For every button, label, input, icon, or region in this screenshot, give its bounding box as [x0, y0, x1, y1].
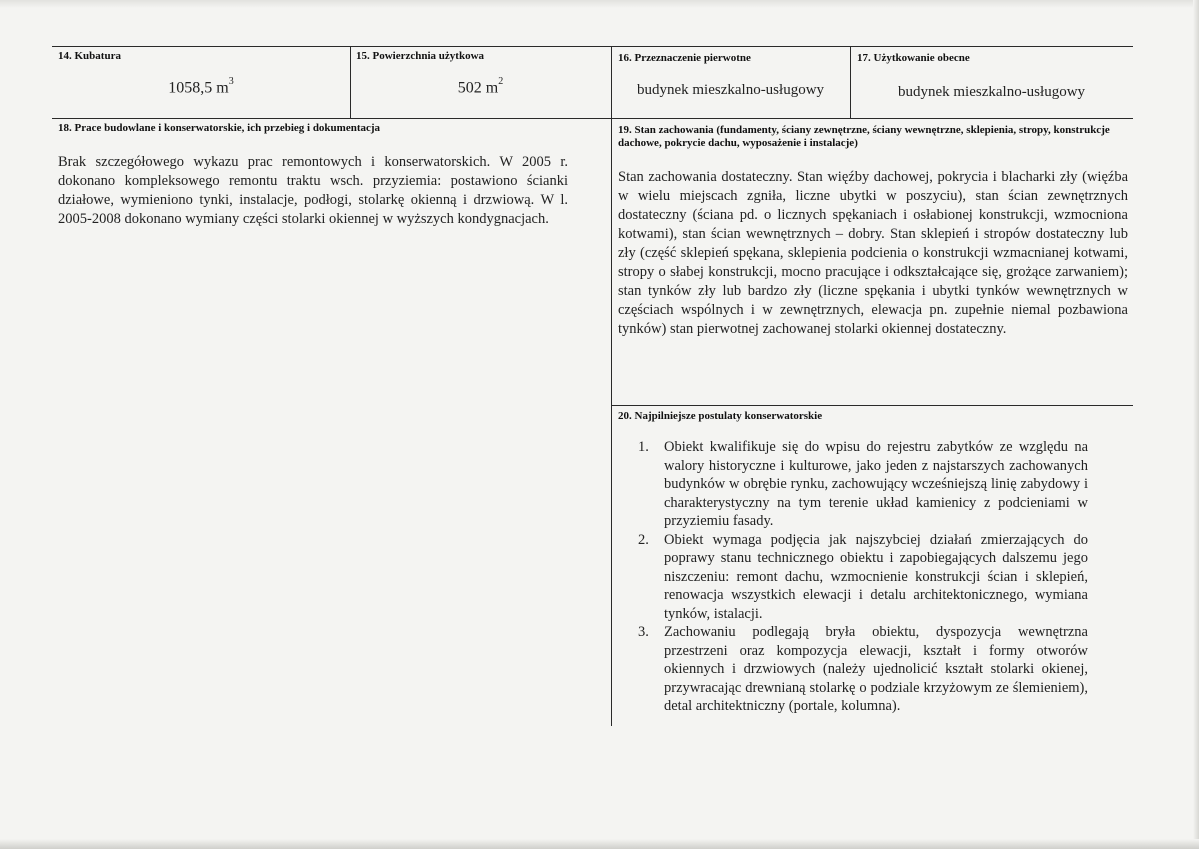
- field-15-header: 15. Powierzchnia użytkowa: [356, 50, 485, 62]
- field-14-header: 14. Kubatura: [58, 50, 121, 62]
- list-item-number: 2.: [638, 531, 649, 548]
- row1-bottom-border: [52, 118, 1133, 119]
- field-19-header: 19. Stan zachowania (fundamenty, ściany zewnętrzne, ściany wewnętrzne, sklepienia, stropy, konstrukcje dachowe, pokrycie dachu, wyposażenie i instalacje): [618, 124, 1110, 149]
- field-17-header: 17. Użytkowanie obecne: [857, 52, 970, 64]
- field-20-header: 20. Najpilniejsze postulaty konserwatorskie: [618, 410, 823, 422]
- scan-edge-right: [1193, 0, 1199, 849]
- box20-top-border: [611, 405, 1133, 406]
- list-item-number: 3.: [638, 624, 649, 640]
- list-item-text: Obiekt wymaga podjęcia jak najszybciej działań zmierzających do poprawy stanu technicznego obiektu i zapobiegających dalszemu jego niszczeniu: remont dachu, wzmocnienie konstrukcji ścian i sklepień, renowacja wszystkich elewacji i detalu architektonicznego, wymiana tynków, istalacji.: [664, 531, 1088, 622]
- list-item: [622, 623, 1088, 716]
- scan-edge-top: [0, 0, 1199, 8]
- field-19-text: Stan zachowania dostateczny. Stan więźby dachowej, pokrycia i blacharki zły (więźba w wielu miejscach zgniła, liczne ubytki w poszyciu), stan ścian zewnętrznych dostateczny (ściana pd. o licznych spękaniach i osłabionej konstrukcji, wzmocniona kotwami), stan ścian wewnętrznych – dobry. Stan sklepień i stropów dostateczny lub zły (część sklepień spękana, sklepienia podcienia o konstrukcji wzmacnianej kotwami, stropy o słabej konstrukcji, mocno pracujące i odkształcające się, grożące zarwaniem); stan tynków zły lub bardzo zły (liczne spękania i ubytki tynków wewnętrznych w częściach wspólnych i w zewnętrznych, elewacja pn. zupełnie niemal pozbawiona tynków) stan pierwotnej zachowanej stolarki okiennej dostateczny.: [618, 169, 1128, 337]
- list-item: [622, 531, 1088, 624]
- list-item-text: Zachowaniu podlegają bryła obiektu, dyspozycja wewnętrzna przestrzeni oraz kompozycja elewacji, kształt i formy otworów okiennych i drzwiowych (należy ujednolicić kształt stolarki okienej, przywracając drewnianą stolarkę o podziale krzyżowym ze ślemieniem), detal architektniczny (portale, kolumna).: [664, 624, 1088, 714]
- field-18-text: Brak szczegółowego wykazu prac remontowych i konserwatorskich. W 2005 r. dokonano kompleksowego remontu traktu wsch. przyziemia: postawiono ścianki działowe, wymieniono tynki, instalacje, podłogi, stolarkę okienną i drzwiową. W l. 2005-2008 dokonano wymiany części stolarki okiennej w wyższych kondygnacjach.: [58, 154, 568, 227]
- list-item-text: Obiekt kwalifikuje się do wpisu do rejestru zabytków ze względu na walory historyczne i kulturowe, jako jeden z najstarszych zachowanych budynków w obrębie rynku, zachowujący wcześniejszą linię zabydowy i charakterystyczny na tym terenie układ kamienicy z podcieniami w przyziemiu fasady.: [664, 439, 1088, 529]
- field-14-unit-exponent: 3: [228, 76, 234, 87]
- field-16-header: 16. Przeznaczenie pierwotne: [618, 52, 751, 64]
- field-15-unit-exponent: 2: [498, 76, 504, 87]
- col-divider-16-17: [850, 46, 851, 118]
- scan-edge-bottom: [0, 839, 1199, 849]
- field-18-header: 18. Prace budowlane i konserwatorskie, ich przebieg i dokumentacja: [58, 122, 381, 134]
- list-item-number: 1.: [638, 439, 649, 455]
- table-top-border: [52, 46, 1133, 47]
- col-divider-15-16: [611, 46, 612, 726]
- field-17-value: budynek mieszkalno-usługowy: [897, 84, 1086, 100]
- field-15-number: 502 m: [457, 79, 499, 97]
- field-15-value: [350, 78, 611, 97]
- field-16-value: budynek mieszkalno-usługowy: [636, 82, 825, 98]
- field-14-number: 1058,5 m: [168, 79, 229, 97]
- field-20-list: [622, 438, 1088, 716]
- field-14-value: [52, 78, 350, 97]
- list-item: [622, 438, 1088, 531]
